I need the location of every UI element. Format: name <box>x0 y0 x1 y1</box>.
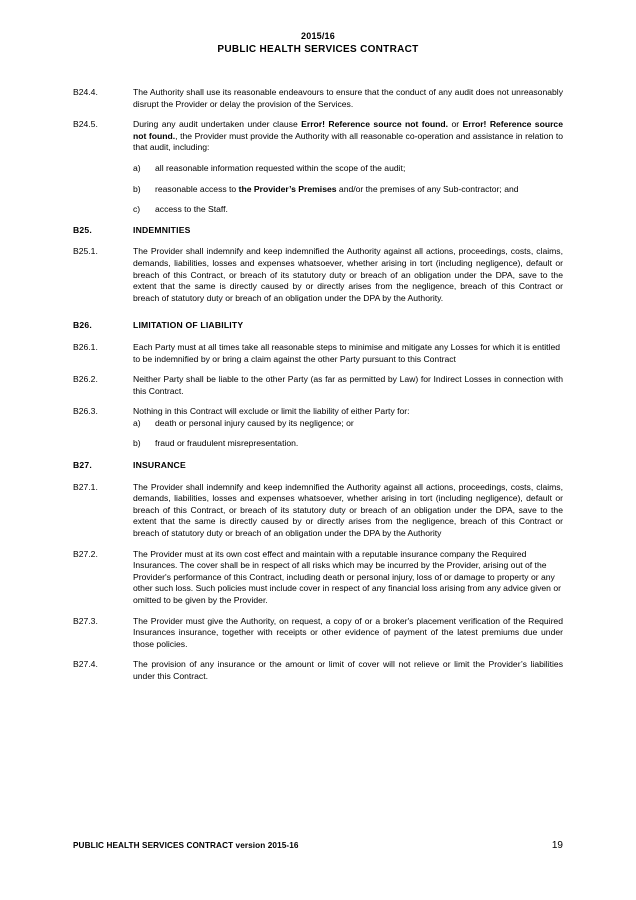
list-item <box>133 163 563 175</box>
clause-text: The Provider must at its own cost effect and maintain with a reputable insurance company the Required Insurances. The cover shall be in respect of all risks which may be incurred by the Provider, arising out of the Provider's performance of this Contract, including death or personal injury, loss of or damage to property or any other such loss. Such policies must include cover in respect of any financial loss arising from any advice given or omitted to be given by the Provider. <box>133 548 561 605</box>
clause-text-part3: , the Provider must provide the Authority with all reasonable co-operation and assistance in relation to that audit, including: <box>133 130 563 153</box>
footer-document-label: PUBLIC HEALTH SERVICES CONTRACT version 2015-16 <box>73 841 299 850</box>
section-number: B26. <box>73 320 92 331</box>
section-title: INDEMNITIES <box>133 224 191 235</box>
clause-text: Each Party must at all times take all reasonable steps to minimise and mitigate any Losses for which it is entitled to be indemnified by or bring a claim against the other Party pursuant to this Contract <box>133 341 561 364</box>
clause-number: B25.1. <box>73 246 98 257</box>
clause-b27-2 <box>73 549 563 607</box>
clause-b24-5 <box>73 119 563 154</box>
clause-number: B26.3. <box>73 406 98 417</box>
clause-number: B26.2. <box>73 374 98 385</box>
clause-b27-4 <box>73 659 563 682</box>
clause-text: The Provider shall indemnify and keep indemnified the Authority against all actions, proceedings, costs, claims, demands, liabilities, losses and expenses whatsoever, whether arising in tort (including negligence), default or breach of this Contract, or breach of its statutory duty or breach of an obligation under the DPA, save to the extent that the same is directly caused by or directly arises from the negligence, breach of this Contract or breach of statutory duty or breach of an obligation under the DPA by the Authority. <box>133 246 563 303</box>
list-marker: a) <box>133 162 141 173</box>
sublist-b26-3 <box>133 418 563 450</box>
list-item <box>133 184 563 196</box>
section-heading-b25 <box>73 225 563 237</box>
clause-text-part1: During any audit undertaken under clause <box>133 119 302 130</box>
list-marker: a) <box>133 417 141 428</box>
clause-text: Nothing in this Contract will exclude or limit the liability of either Party for: <box>133 406 410 417</box>
list-item-text: fraud or fraudulent misrepresentation. <box>155 438 299 449</box>
document-footer <box>73 840 563 851</box>
clause-number: B26.1. <box>73 341 98 352</box>
clause-b27-3 <box>73 616 563 651</box>
section-title: LIMITATION OF LIABILITY <box>133 320 244 331</box>
list-item-text: all reasonable information requested within the scope of the audit; <box>155 162 406 173</box>
clause-text <box>133 119 563 154</box>
clause-text-part2: or <box>448 119 463 130</box>
clause-text: The Provider shall indemnify and keep indemnified the Authority against all actions, proceedings, costs, claims, demands, liabilities, losses and expenses whatsoever, whether arising in tort (including negligence), default or breach of this Contract, or breach of its statutory duty or breach of an obligation under the DPA, save to the extent that the same is directly caused by or directly arises from the negligence, breach of this Contract or breach of statutory duty or breach of an obligation under the DPA by the Authority <box>133 481 563 539</box>
list-item <box>133 418 563 430</box>
list-item-text <box>155 184 563 196</box>
clause-b26-3 <box>73 406 563 418</box>
section-number: B25. <box>73 224 92 235</box>
section-heading-b26 <box>73 320 563 332</box>
error-reference-1: Error! Reference source not found. <box>301 119 449 130</box>
defined-term-providers-premises: the Provider’s Premises <box>238 183 337 194</box>
header-year: 2015/16 <box>301 31 335 41</box>
list-marker: c) <box>133 204 141 215</box>
section-number: B27. <box>73 460 92 471</box>
error-reference-2: Error! Reference source not found. <box>133 119 563 141</box>
list-item-text: death or personal injury caused by its negligence; or <box>155 417 354 428</box>
clause-number: B27.4. <box>73 659 98 670</box>
clause-number: B24.5. <box>73 119 98 130</box>
list-item <box>133 204 563 216</box>
clause-number: B27.3. <box>73 615 98 626</box>
clause-text: Neither Party shall be liable to the other Party (as far as permitted by Law) for Indirect Losses in connection with this Contract. <box>133 374 563 396</box>
clause-text: The provision of any insurance or the amount or limit of cover will not relieve or limit the Provider’s liabilities under this Contract. <box>133 659 563 681</box>
section-heading-b27 <box>73 460 563 472</box>
list-marker: b) <box>133 438 141 449</box>
list-item <box>133 438 563 450</box>
clause-b25-1 <box>73 246 563 304</box>
clause-b26-2 <box>73 374 563 397</box>
sublist-b24-5 <box>133 163 563 216</box>
document-header <box>60 30 576 57</box>
clause-text: The Authority shall use its reasonable endeavours to ensure that the conduct of any audit does not unreasonably disrupt the Provider or delay the provision of the Services. <box>133 87 563 109</box>
clause-b27-1 <box>73 482 563 540</box>
list-item-text-part2: and/or the premises of any Sub-contractor; and <box>336 183 519 194</box>
list-item-text: access to the Staff. <box>155 204 228 215</box>
list-marker: b) <box>133 183 141 194</box>
page-number: 19 <box>551 840 563 851</box>
section-title: INSURANCE <box>133 460 186 471</box>
clause-number: B27.1. <box>73 481 98 492</box>
list-item-text-part1: reasonable access to <box>155 183 239 194</box>
clause-number: B24.4. <box>73 87 98 97</box>
header-title: PUBLIC HEALTH SERVICES CONTRACT <box>217 44 419 55</box>
clause-b26-1 <box>73 342 563 365</box>
clause-number: B27.2. <box>73 548 98 559</box>
clause-text: The Provider must give the Authority, on request, a copy of or a broker's placement verification of the Required Insurances insurance, together with receipts or other evidence of payment of the latest premiums due under those policies. <box>133 615 563 649</box>
document-body <box>73 87 563 692</box>
clause-b24-4 <box>73 87 563 110</box>
